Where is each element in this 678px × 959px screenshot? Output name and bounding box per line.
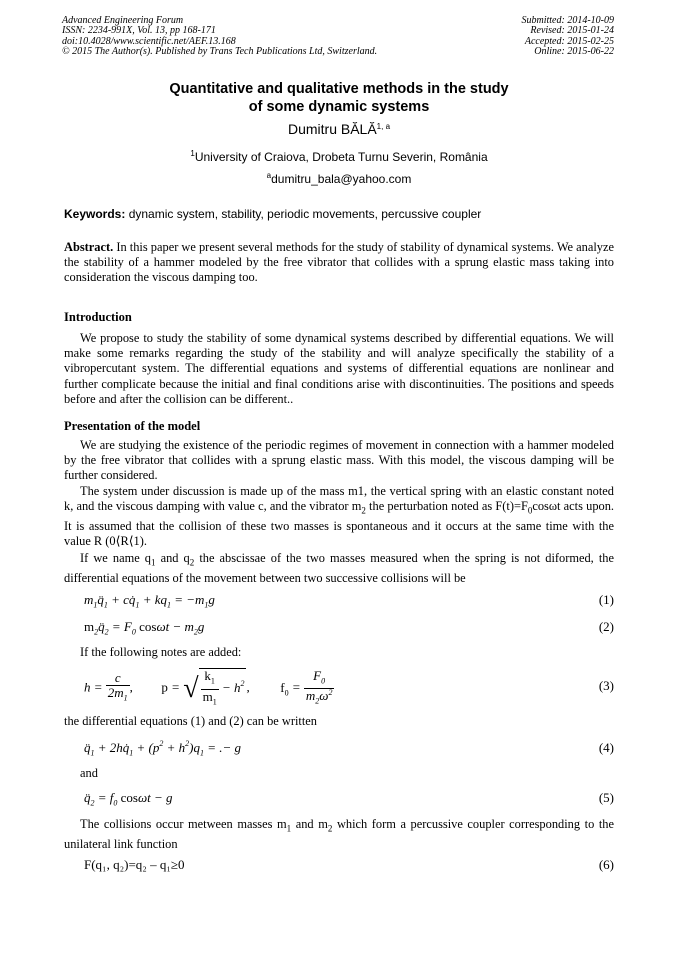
section-heading-introduction: Introduction <box>64 310 132 324</box>
equation-2-number: (2) <box>598 619 614 634</box>
collisions-paragraph: The collisions occur metween masses $m_1$ and $m_2$ which form a percussive coupler corresponding to the unilateral link function <box>64 817 614 851</box>
h-fraction: $\frac{c}{2m_1}$ <box>107 670 128 703</box>
equation-1 <box>64 592 614 612</box>
author-sup: 1, a <box>376 122 391 131</box>
equation-3-number: (3) <box>598 678 614 693</box>
journal-copyright: © 2015 The Author(s). Published by Trans Tech Publications Ltd, Switzerland. <box>62 46 378 58</box>
author-name: Dumitru BĂLĂ <box>287 121 377 137</box>
can-be-written-text: the differential equations (1) and (2) can be written <box>64 714 317 728</box>
equation-6-number: (6) <box>598 857 614 872</box>
section-heading-model: Presentation of the model <box>64 419 201 433</box>
equation-4 <box>64 740 614 760</box>
title-line-2: of some dynamic systems <box>248 99 430 115</box>
equation-2 <box>64 619 614 639</box>
equation-1-number: (1) <box>598 592 614 607</box>
paper-title <box>0 80 678 116</box>
email-sup: a <box>266 171 272 180</box>
model-paragraph-2: The system under discussion is made up of the mass m1, the vertical spring with an elastic constant noted k, and the viscous damping with value c, and the vibrator $m_2$ the perturbation noted as $F(t)=F_0\cos\omega t$ acts upon. It is assumed that the collision of these two masses is spontaneous and it occurs at the same time with the value R (0⟨R⟨1). <box>64 484 615 549</box>
and-text: and <box>80 766 98 780</box>
notes-intro: If the following notes are added: <box>80 645 242 659</box>
equation-3-expression: h = $\frac{c}{2m_1}$ , p = √ $\frac{k_1}{m_1}$ − $h^2$ , $f_0$ = $\frac{F_0}{m_2\omega^2}$ <box>84 668 334 709</box>
journal-issn: ISSN: 2234-991X, Vol. 13, pp 168-171 <box>62 25 216 37</box>
date-submitted: Submitted: 2014-10-09 <box>521 15 614 26</box>
affiliation: University of Craiova, Drobeta Turnu Severin, România <box>194 150 488 164</box>
p-root: $\frac{k_1}{m_1}$ − $h^2$ <box>199 668 247 709</box>
author-email: dumitru_bala@yahoo.com <box>271 172 412 186</box>
model-paragraph-3: If we name $q_1$ and $q_2$ the abscissae of the two masses measured when the spring is not diformed, the differential equations of the movement between two successive collisions will be <box>64 551 614 585</box>
equation-3 <box>64 667 614 707</box>
title-line-1: Quantitative and qualitative methods in the study <box>169 81 509 97</box>
affiliation-sup: 1 <box>190 149 195 158</box>
abstract-label: Abstract. <box>64 240 114 254</box>
equation-5 <box>64 790 614 810</box>
abstract-text: In this paper we present several methods for the study of stability of dynamical systems. We analyze the stability of a hammer modeled by the free vibrator that collides with a sprung elastic mass taking into consideration the viscous damping too. <box>64 240 614 285</box>
keywords-text: dynamic system, stability, periodic movements, percussive coupler <box>128 207 482 221</box>
date-online: Online: 2015-06-22 <box>534 46 614 58</box>
introduction-paragraph: We propose to study the stability of some dynamical systems described by differential equations. We will make some remarks regarding the study of the stability and will analyze specifically the stability of a vibropercutant system. The differential equations and systems of differential equations are nonlinear and further complicate because the initial and final conditions arise with discontinuities. The positions and speeds before and after the collision can be different.. <box>64 331 614 406</box>
journal-name: Advanced Engineering Forum <box>62 15 184 26</box>
journal-info <box>62 16 377 58</box>
f0-fraction: $\frac{F_0}{m_2\omega^2}$ <box>305 667 333 706</box>
keywords-label: Keywords: <box>64 207 126 221</box>
date-revised: Revised: 2015-01-24 <box>530 25 614 37</box>
equation-5-number: (5) <box>598 790 614 805</box>
abstract <box>64 240 614 286</box>
submission-dates <box>522 16 615 58</box>
equation-4-expression: $q̈_1$ + $2hq̇_1 + (p^2 + h^2)q_1$ = .− g <box>84 739 242 758</box>
equation-6 <box>64 857 614 877</box>
email-line <box>0 172 678 186</box>
affiliation-line <box>0 150 678 164</box>
equation-5-expression: $q̈_2 = f_0$ cosωt − g <box>84 790 173 808</box>
equation-6-expression: F(q₁, q₂)=q₂ – q₁≥0 <box>84 857 185 872</box>
equation-1-expression: $m_1q̈_1$ + $cq̇_1 + kq_1 = -m_1g$ <box>84 592 215 610</box>
author-line <box>0 121 678 137</box>
journal-doi: doi:10.4028/www.scientific.net/AEF.13.168 <box>62 35 236 47</box>
keywords <box>64 207 481 221</box>
model-paragraph-1: We are studying the existence of the periodic regimes of movement in connection with a hammer modeled by the free vibrator that collides with a sprung elastic mass. With this model, the viscous damping will be further considered. <box>64 438 614 483</box>
equation-2-expression: $m_2q̈_2 = F_0$ $\cos\omega t - m_2g$ <box>84 619 205 637</box>
date-accepted: Accepted: 2015-02-25 <box>524 35 614 47</box>
equation-4-number: (4) <box>598 740 614 755</box>
